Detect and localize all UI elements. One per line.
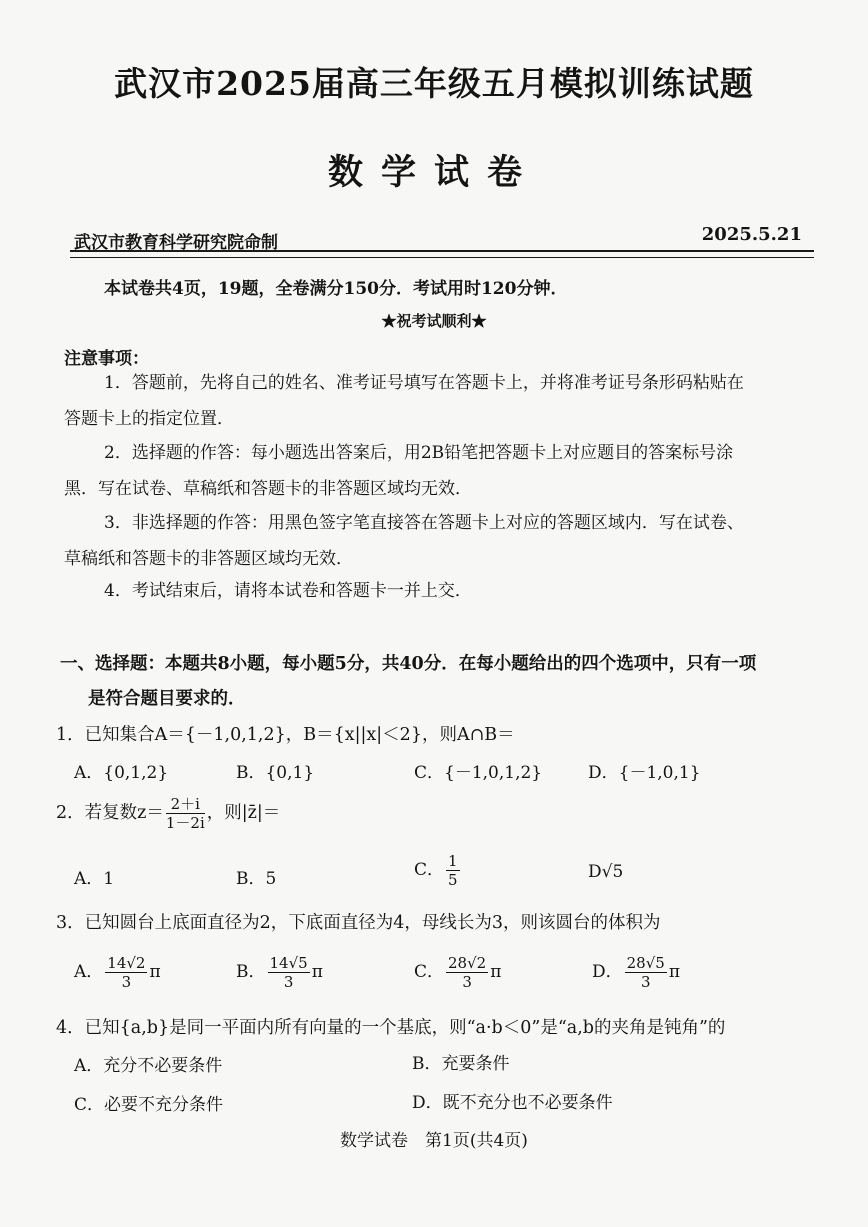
question-4-option-a: A．充分不必要条件 xyxy=(74,1056,223,1076)
question-3-option-a xyxy=(74,954,161,991)
page-footer: 数学试卷 第1页(共4页) xyxy=(340,1131,528,1151)
question-1-option-d: D．{－1,0,1} xyxy=(588,763,701,783)
section-1-heading-line-1: 一、选择题：本题共8小题，每小题5分，共40分．在每小题给出的四个选项中，只有一项 xyxy=(60,654,757,674)
question-3-stem: 3．已知圆台上底面直径为2，下底面直径为4，母线长为3，则该圆台的体积为 xyxy=(56,913,661,933)
notice-heading: 注意事项： xyxy=(64,349,149,369)
question-3-option-d-fraction xyxy=(625,954,667,991)
question-3-option-b-num: 14√5 xyxy=(269,954,308,972)
question-3-option-c-den: 3 xyxy=(462,973,472,991)
question-3-option-a-den: 3 xyxy=(121,973,132,991)
question-3-option-d-tail: π xyxy=(668,962,681,982)
question-2-option-c-label: C． xyxy=(414,860,445,880)
question-3-option-a-fraction xyxy=(105,954,147,991)
exam-date: 2025.5.21 xyxy=(701,224,802,245)
question-3-option-d-den: 3 xyxy=(640,973,651,991)
question-3-option-b-fraction xyxy=(268,954,310,991)
question-3-option-d xyxy=(592,954,680,991)
question-2-option-b: B．5 xyxy=(236,869,277,889)
question-3-option-a-label: A． xyxy=(74,962,104,982)
question-3-option-c xyxy=(414,954,501,991)
question-3-option-d-label: D． xyxy=(592,962,623,982)
question-4-option-c: C．必要不充分条件 xyxy=(74,1095,224,1115)
section-1-heading-line-2: 是符合题目要求的． xyxy=(88,689,246,709)
question-3-option-b-den: 3 xyxy=(283,973,294,991)
question-2-stem xyxy=(56,795,280,832)
question-3-option-a-tail: π xyxy=(149,962,161,982)
question-2-fraction xyxy=(166,795,205,832)
notice-item-1-line-1: 1．答题前，先将自己的姓名、准考证号填写在答题卡上，并将准考证号条形码粘贴在 xyxy=(104,373,744,393)
exam-title: 武汉市2025届高三年级五月模拟训练试题 xyxy=(114,64,754,103)
question-4-option-d: D．既不充分也不必要条件 xyxy=(412,1093,613,1113)
exam-subject: 数学试卷 xyxy=(327,152,540,193)
notice-item-1-line-2: 答题卡上的指定位置． xyxy=(64,409,234,429)
question-3-option-a-num: 14√2 xyxy=(107,954,146,972)
question-3-option-c-tail: π xyxy=(490,962,502,982)
question-2-option-c-fraction xyxy=(446,852,460,889)
question-1-stem: 1．已知集合A＝{－1,0,1,2}，B＝{x||x|＜2}，则A∩B＝ xyxy=(56,725,515,745)
question-1-option-a: A．{0,1,2} xyxy=(74,763,169,783)
notice-item-3-line-2: 草稿纸和答题卡的非答题区域均无效． xyxy=(64,549,353,569)
issuer: 武汉市教育科学研究院命制 xyxy=(74,233,278,253)
question-3-option-d-num: 28√5 xyxy=(626,954,665,972)
question-2-frac-num: 2＋i xyxy=(166,795,205,814)
header-rule-thin xyxy=(70,257,814,258)
question-4-stem: 4．已知{a,b}是同一平面内所有向量的一个基底，则“a·b＜0”是“a,b的夹角是钝角”的 xyxy=(56,1018,726,1038)
question-2-option-a: A．1 xyxy=(74,869,115,889)
question-1-option-c: C．{－1,0,1,2} xyxy=(414,763,543,783)
question-2-option-d: D√5 xyxy=(588,862,624,882)
notice-item-3-line-1: 3．非选择题的作答：用黑色签字笔直接答在答题卡上对应的答题区域内．写在试卷、 xyxy=(104,513,744,533)
question-4-option-b: B．充要条件 xyxy=(412,1054,510,1074)
question-3-option-c-num: 28√2 xyxy=(448,954,487,972)
question-2-frac-den: 1－2i xyxy=(165,814,205,832)
question-2-stem-prefix: 2．若复数z＝ xyxy=(56,803,164,823)
question-1-option-b: B．{0,1} xyxy=(236,763,315,783)
exam-info: 本试卷共4页，19题，全卷满分150分．考试用时120分钟． xyxy=(104,279,568,299)
question-3-option-b-tail: π xyxy=(311,962,323,982)
question-2-stem-suffix: ，则|z̄|＝ xyxy=(206,803,281,823)
question-3-option-c-label: C． xyxy=(414,962,445,982)
question-2-option-c xyxy=(414,852,462,889)
question-3-option-b-label: B． xyxy=(236,962,266,982)
notice-item-4: 4．考试结束后，请将本试卷和答题卡一并上交． xyxy=(104,581,472,601)
question-2-option-c-num: 1 xyxy=(448,852,458,870)
header-rule-thick xyxy=(70,250,814,252)
question-3-option-c-fraction xyxy=(446,954,488,991)
good-luck-line: ★祝考试顺利★ xyxy=(381,312,487,330)
notice-item-2-line-2: 黑．写在试卷、草稿纸和答题卡的非答题区域均无效． xyxy=(64,479,472,499)
question-2-option-c-den: 5 xyxy=(448,871,458,889)
notice-item-2-line-1: 2．选择题的作答：每小题选出答案后，用2B铅笔把答题卡上对应题目的答案标号涂 xyxy=(104,443,734,463)
question-3-option-b xyxy=(236,954,323,991)
